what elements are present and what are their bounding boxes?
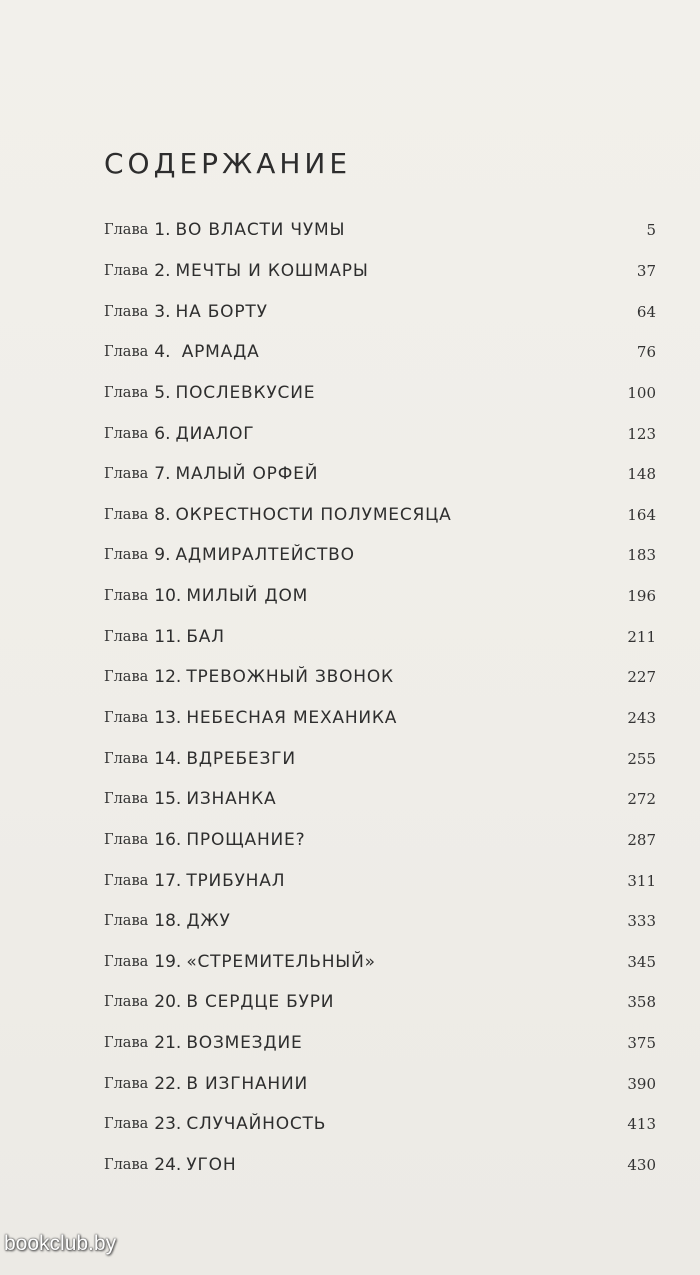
toc-entry [104, 738, 656, 779]
toc-entry [104, 1104, 656, 1145]
chapter-label: Глава [104, 669, 149, 686]
toc-entry [104, 1063, 656, 1104]
chapter-title: ТРИБУНАЛ [186, 870, 286, 891]
toc-entry [104, 1145, 656, 1186]
chapter-number: 4. [154, 342, 171, 363]
chapter-page-number: 255 [627, 749, 656, 768]
chapter-page-number: 100 [627, 383, 656, 402]
chapter-label: Глава [104, 262, 149, 279]
chapter-title: НА БОРТУ [175, 301, 268, 322]
chapter-title: ДИАЛОГ [175, 423, 255, 444]
chapter-page-number: 375 [627, 1034, 656, 1053]
chapter-label: Глава [104, 1116, 149, 1133]
chapter-label: Глава [104, 994, 149, 1011]
chapter-page-number: 227 [627, 668, 656, 687]
chapter-number: 7. [154, 464, 171, 485]
toc-entry [104, 616, 656, 657]
chapter-number: 16. [154, 829, 182, 850]
chapter-title: В ИЗГНАНИИ [186, 1073, 308, 1094]
chapter-page-number: 345 [627, 952, 656, 971]
chapter-title: БАЛ [186, 626, 225, 647]
toc-entry [104, 982, 656, 1023]
chapter-label: Глава [104, 588, 149, 605]
chapter-number: 19. [154, 951, 182, 972]
chapter-title: ПРОЩАНИЕ? [186, 829, 306, 850]
toc-entry [104, 494, 656, 535]
chapter-label: Глава [104, 425, 149, 442]
chapter-label: Глава [104, 344, 149, 361]
chapter-number: 21. [154, 1033, 182, 1054]
toc-entry [104, 860, 656, 901]
chapter-title: ОКРЕСТНОСТИ ПОЛУМЕСЯЦА [175, 504, 452, 525]
chapter-label: Глава [104, 710, 149, 726]
chapter-page-number: 430 [627, 1156, 656, 1175]
chapter-number: 20. [154, 992, 182, 1013]
watermark: bookclub.by [4, 1232, 117, 1255]
chapter-number: 12. [154, 667, 182, 688]
chapter-page-number: 272 [627, 790, 656, 809]
chapter-title: МИЛЫЙ ДОМ [186, 586, 309, 607]
chapter-title: АДМИРАЛТЕЙСТВО [175, 545, 355, 566]
chapter-number: 10. [154, 586, 182, 607]
chapter-page-number: 196 [627, 587, 656, 606]
chapter-label: Глава [104, 628, 149, 645]
chapter-label: Глава [104, 1075, 149, 1092]
chapter-title: ВОЗМЕЗДИЕ [186, 1033, 303, 1054]
chapter-label: Глава [104, 791, 149, 808]
chapter-number: 5. [154, 382, 171, 403]
chapter-number: 18. [154, 911, 182, 932]
chapter-label: Глава [104, 1157, 149, 1174]
chapter-title: ПОСЛЕВКУСИЕ [175, 382, 316, 403]
chapter-label: Глава [104, 1035, 149, 1052]
chapter-number: 13. [154, 708, 182, 728]
chapter-number: 23. [154, 1114, 182, 1135]
chapter-number: 6. [154, 423, 171, 444]
page-title: СОДЕРЖАНИЕ [104, 146, 352, 180]
toc-entry [104, 332, 656, 373]
chapter-label: Глава [104, 953, 149, 970]
chapter-number: 14. [154, 748, 182, 769]
chapter-page-number: 123 [627, 424, 656, 443]
chapter-page-number: 311 [627, 871, 656, 890]
chapter-page-number: 183 [627, 546, 656, 565]
toc-entry [104, 413, 656, 454]
chapter-label: Глава [104, 466, 149, 483]
chapter-label: Глава [104, 547, 149, 564]
toc-entry [104, 373, 656, 414]
chapter-page-number: 76 [636, 343, 656, 362]
chapter-page-number: 287 [627, 830, 656, 849]
chapter-number: 24. [154, 1155, 182, 1176]
chapter-title: МАЛЫЙ ОРФЕЙ [175, 464, 319, 485]
chapter-label: Глава [104, 222, 149, 239]
chapter-title: НЕБЕСНАЯ МЕХАНИКА [186, 708, 398, 728]
toc-entry [104, 251, 656, 292]
chapter-number: 22. [154, 1073, 182, 1094]
chapter-number: 3. [154, 301, 171, 322]
chapter-page-number: 64 [636, 302, 656, 321]
chapter-title: ИЗНАНКА [186, 789, 277, 810]
chapter-number: 11. [154, 626, 182, 647]
toc-entry [104, 942, 656, 983]
toc-entry [104, 1023, 656, 1064]
chapter-number: 15. [154, 789, 182, 810]
chapter-title: В СЕРДЦЕ БУРИ [186, 992, 335, 1013]
chapter-page-number: 333 [627, 912, 656, 931]
table-of-contents [104, 210, 656, 1185]
toc-entry [104, 210, 656, 251]
chapter-label: Глава [104, 750, 149, 767]
chapter-title: ВДРЕБЕЗГИ [186, 748, 296, 769]
chapter-page-number: 164 [627, 505, 656, 524]
chapter-label: Глава [104, 506, 149, 523]
chapter-number: 8. [154, 504, 171, 525]
chapter-number: 2. [154, 260, 171, 281]
chapter-title: АРМАДА [175, 342, 260, 363]
toc-entry [104, 901, 656, 942]
chapter-number: 1. [154, 220, 171, 241]
chapter-label: Глава [104, 913, 149, 930]
chapter-page-number: 413 [627, 1115, 656, 1134]
chapter-page-number: 5 [646, 221, 656, 240]
chapter-page-number: 211 [627, 627, 656, 646]
chapter-title: МЕЧТЫ И КОШМАРЫ [175, 260, 369, 281]
toc-entry [104, 657, 656, 698]
toc-entry [104, 576, 656, 617]
chapter-label: Глава [104, 831, 149, 848]
chapter-page-number: 358 [627, 993, 656, 1012]
toc-entry [104, 820, 656, 861]
toc-entry [104, 535, 656, 576]
chapter-page-number: 148 [627, 465, 656, 484]
chapter-title: ВО ВЛАСТИ ЧУМЫ [175, 220, 346, 241]
chapter-title: ДЖУ [186, 911, 231, 932]
toc-entry [104, 454, 656, 495]
chapter-title: ТРЕВОЖНЫЙ ЗВОНОК [186, 667, 394, 688]
chapter-page-number: 390 [627, 1074, 656, 1093]
chapter-label: Глава [104, 303, 149, 320]
toc-entry [104, 698, 656, 739]
chapter-title: «СТРЕМИТЕЛЬНЫЙ» [186, 951, 376, 972]
chapter-title: СЛУЧАЙНОСТЬ [186, 1114, 327, 1135]
toc-entry [104, 291, 656, 332]
chapter-label: Глава [104, 384, 149, 401]
chapter-number: 17. [154, 870, 182, 891]
chapter-number: 9. [154, 545, 171, 566]
chapter-page-number: 243 [627, 709, 656, 727]
chapter-title: УГОН [186, 1155, 237, 1176]
chapter-label: Глава [104, 872, 149, 889]
toc-entry [104, 779, 656, 820]
chapter-page-number: 37 [636, 261, 656, 280]
